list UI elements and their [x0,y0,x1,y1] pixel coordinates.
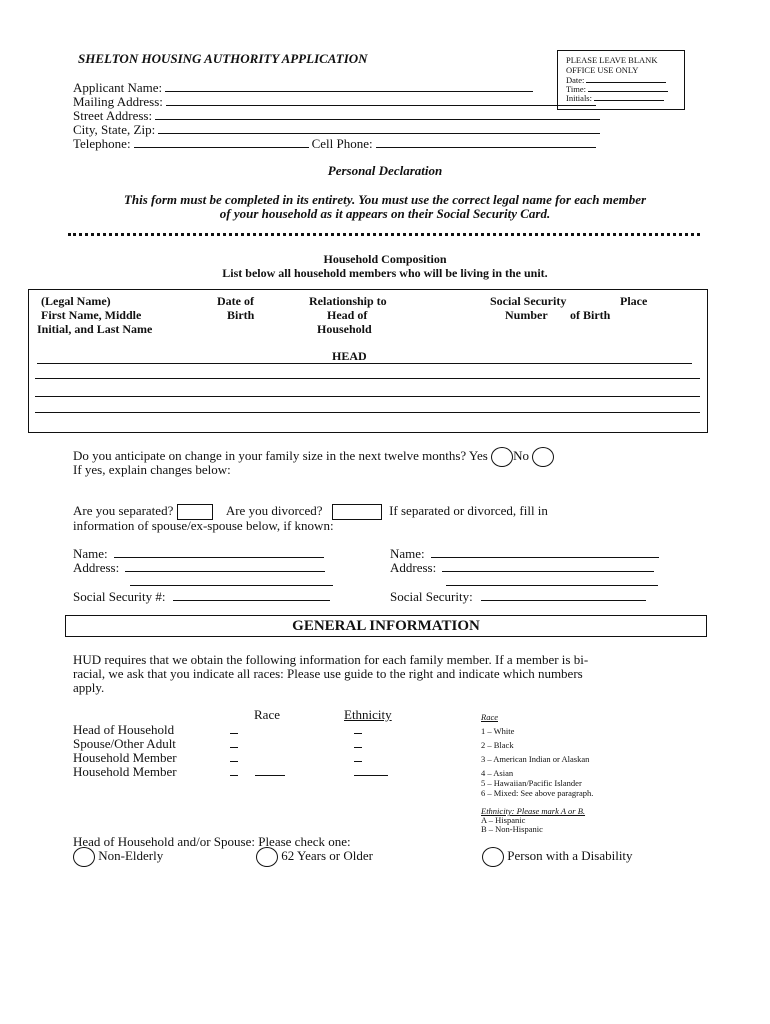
household-subheading: List below all household members who will be living in the unit. [222,266,548,280]
ethnicity-input[interactable] [354,775,388,776]
col-pob-1: Place [620,294,648,308]
general-info-box [65,615,707,637]
exspouse-address-field[interactable]: Address: [390,560,654,576]
col-ssn-1: Social Security [490,294,567,308]
spouse-ss-field[interactable]: Social Security #: [73,589,330,605]
spouse-address-line-2[interactable] [130,574,333,586]
race-guide-item: 2 – Black [481,740,514,750]
ethnicity-guide-b: B – Non-Hispanic [481,824,543,834]
col-name-2: First Name, Middle [41,308,142,322]
race-guide-item: 1 – White [481,726,515,736]
spouse-address-field[interactable]: Address: [73,560,325,576]
sixty-two-option[interactable]: 62 Years or Older [256,847,373,867]
office-heading-1: PLEASE LEAVE BLANK [566,55,658,65]
col-rel-3: Household [317,322,372,336]
spouse-info-label: information of spouse/ex-spouse below, if known: [73,518,334,533]
applicant-name-field[interactable]: Applicant Name: [73,80,533,96]
no-checkbox[interactable] [532,447,554,467]
exspouse-name-field[interactable]: Name: [390,546,659,562]
table-row[interactable] [35,378,700,379]
general-info-heading: GENERAL INFORMATION [292,618,480,634]
race-guide-item: 5 – Hawaiian/Pacific Islander [481,778,582,788]
family-change-question: Do you anticipate on change in your family size in the next twelve months? Yes No [73,447,554,467]
office-time[interactable]: Time: [566,84,676,94]
marital-question: Are you separated? Are you divorced? If separated or divorced, fill in [73,503,548,520]
divorced-box[interactable] [332,504,382,520]
head-check-prompt: Head of Household and/or Spouse: Please check one: [73,834,351,849]
ethnicity-guide-a: A – Hispanic [481,815,526,825]
declaration-line-2: of your household as it appears on their Social Security Card. [219,206,551,221]
race-header: Race [254,707,280,722]
declaration-heading: Personal Declaration [327,163,443,178]
exspouse-address-line-2[interactable] [446,574,658,586]
city-state-zip-field[interactable]: City, State, Zip: [73,122,600,138]
hud-paragraph-1: HUD requires that we obtain the following information for each family member. If a member is bi- [73,652,589,667]
telephone-field[interactable]: Telephone: Cell Phone: [73,136,596,152]
race-input[interactable] [230,733,238,734]
col-rel-2: Head of [327,308,368,322]
col-dob-2: Birth [227,308,255,322]
no-label: No [513,447,529,463]
spouse-name-field[interactable]: Name: [73,546,324,562]
office-heading-2: OFFICE USE ONLY [566,65,639,75]
non-elderly-checkbox[interactable] [73,847,95,867]
non-elderly-option[interactable]: Non-Elderly [73,847,163,867]
form-title: SHELTON HOUSING AUTHORITY APPLICATION [78,51,368,66]
table-row[interactable] [35,396,700,397]
race-input[interactable] [230,775,238,776]
disability-checkbox[interactable] [482,847,504,867]
ethnicity-input[interactable] [354,733,362,734]
cell-phone-label: Cell Phone: [311,136,373,151]
member-row-label: Spouse/Other Adult [73,736,176,751]
race-guide-title: Race [481,712,498,722]
mailing-address-field[interactable]: Mailing Address: [73,94,596,110]
household-heading: Household Composition [323,252,447,266]
office-initials[interactable]: Initials: [566,93,676,103]
declaration-line-1: This form must be completed in its entirety. You must use the correct legal name for each member [123,192,647,207]
race-input-extra[interactable] [255,775,285,776]
exspouse-ss-field[interactable]: Social Security: [390,589,646,605]
col-dob-1: Date of [217,294,254,308]
hud-paragraph-3: apply. [73,680,105,695]
hud-paragraph-2: racial, we ask that you indicate all races: Please use guide to the right and indicate which numbers [73,666,583,681]
ethnicity-header: Ethnicity [344,707,392,722]
head-row-label: HEAD [332,349,367,363]
race-guide-item: 4 – Asian [481,768,514,778]
household-table [28,289,708,433]
member-row-label: Household Member [73,750,177,765]
street-address-field[interactable]: Street Address: [73,108,600,124]
col-pob-2: of Birth [570,308,611,322]
race-input[interactable] [230,747,238,748]
dotted-divider [68,233,700,236]
race-guide-item: 6 – Mixed: See above paragraph. [481,788,594,798]
col-rel-1: Relationship to [309,294,387,308]
explain-changes-label: If yes, explain changes below: [73,462,231,477]
member-row-label: Head of Household [73,722,175,737]
table-row[interactable] [35,412,700,413]
race-guide-item: 3 – American Indian or Alaskan [481,754,590,764]
table-row[interactable] [37,363,692,364]
ethnicity-input[interactable] [354,761,362,762]
ethnicity-guide-title: Ethnicity: Please mark A or B. [481,806,586,816]
col-name-3: Initial, and Last Name [37,322,153,336]
office-date[interactable]: Date: [566,75,676,85]
sixty-two-checkbox[interactable] [256,847,278,867]
yes-checkbox[interactable] [491,447,513,467]
col-name-1: (Legal Name) [41,294,111,308]
disability-option[interactable]: Person with a Disability [482,847,633,867]
col-ssn-2: Number [505,308,548,322]
ethnicity-input[interactable] [354,747,362,748]
race-input[interactable] [230,761,238,762]
member-row-label: Household Member [73,764,177,779]
